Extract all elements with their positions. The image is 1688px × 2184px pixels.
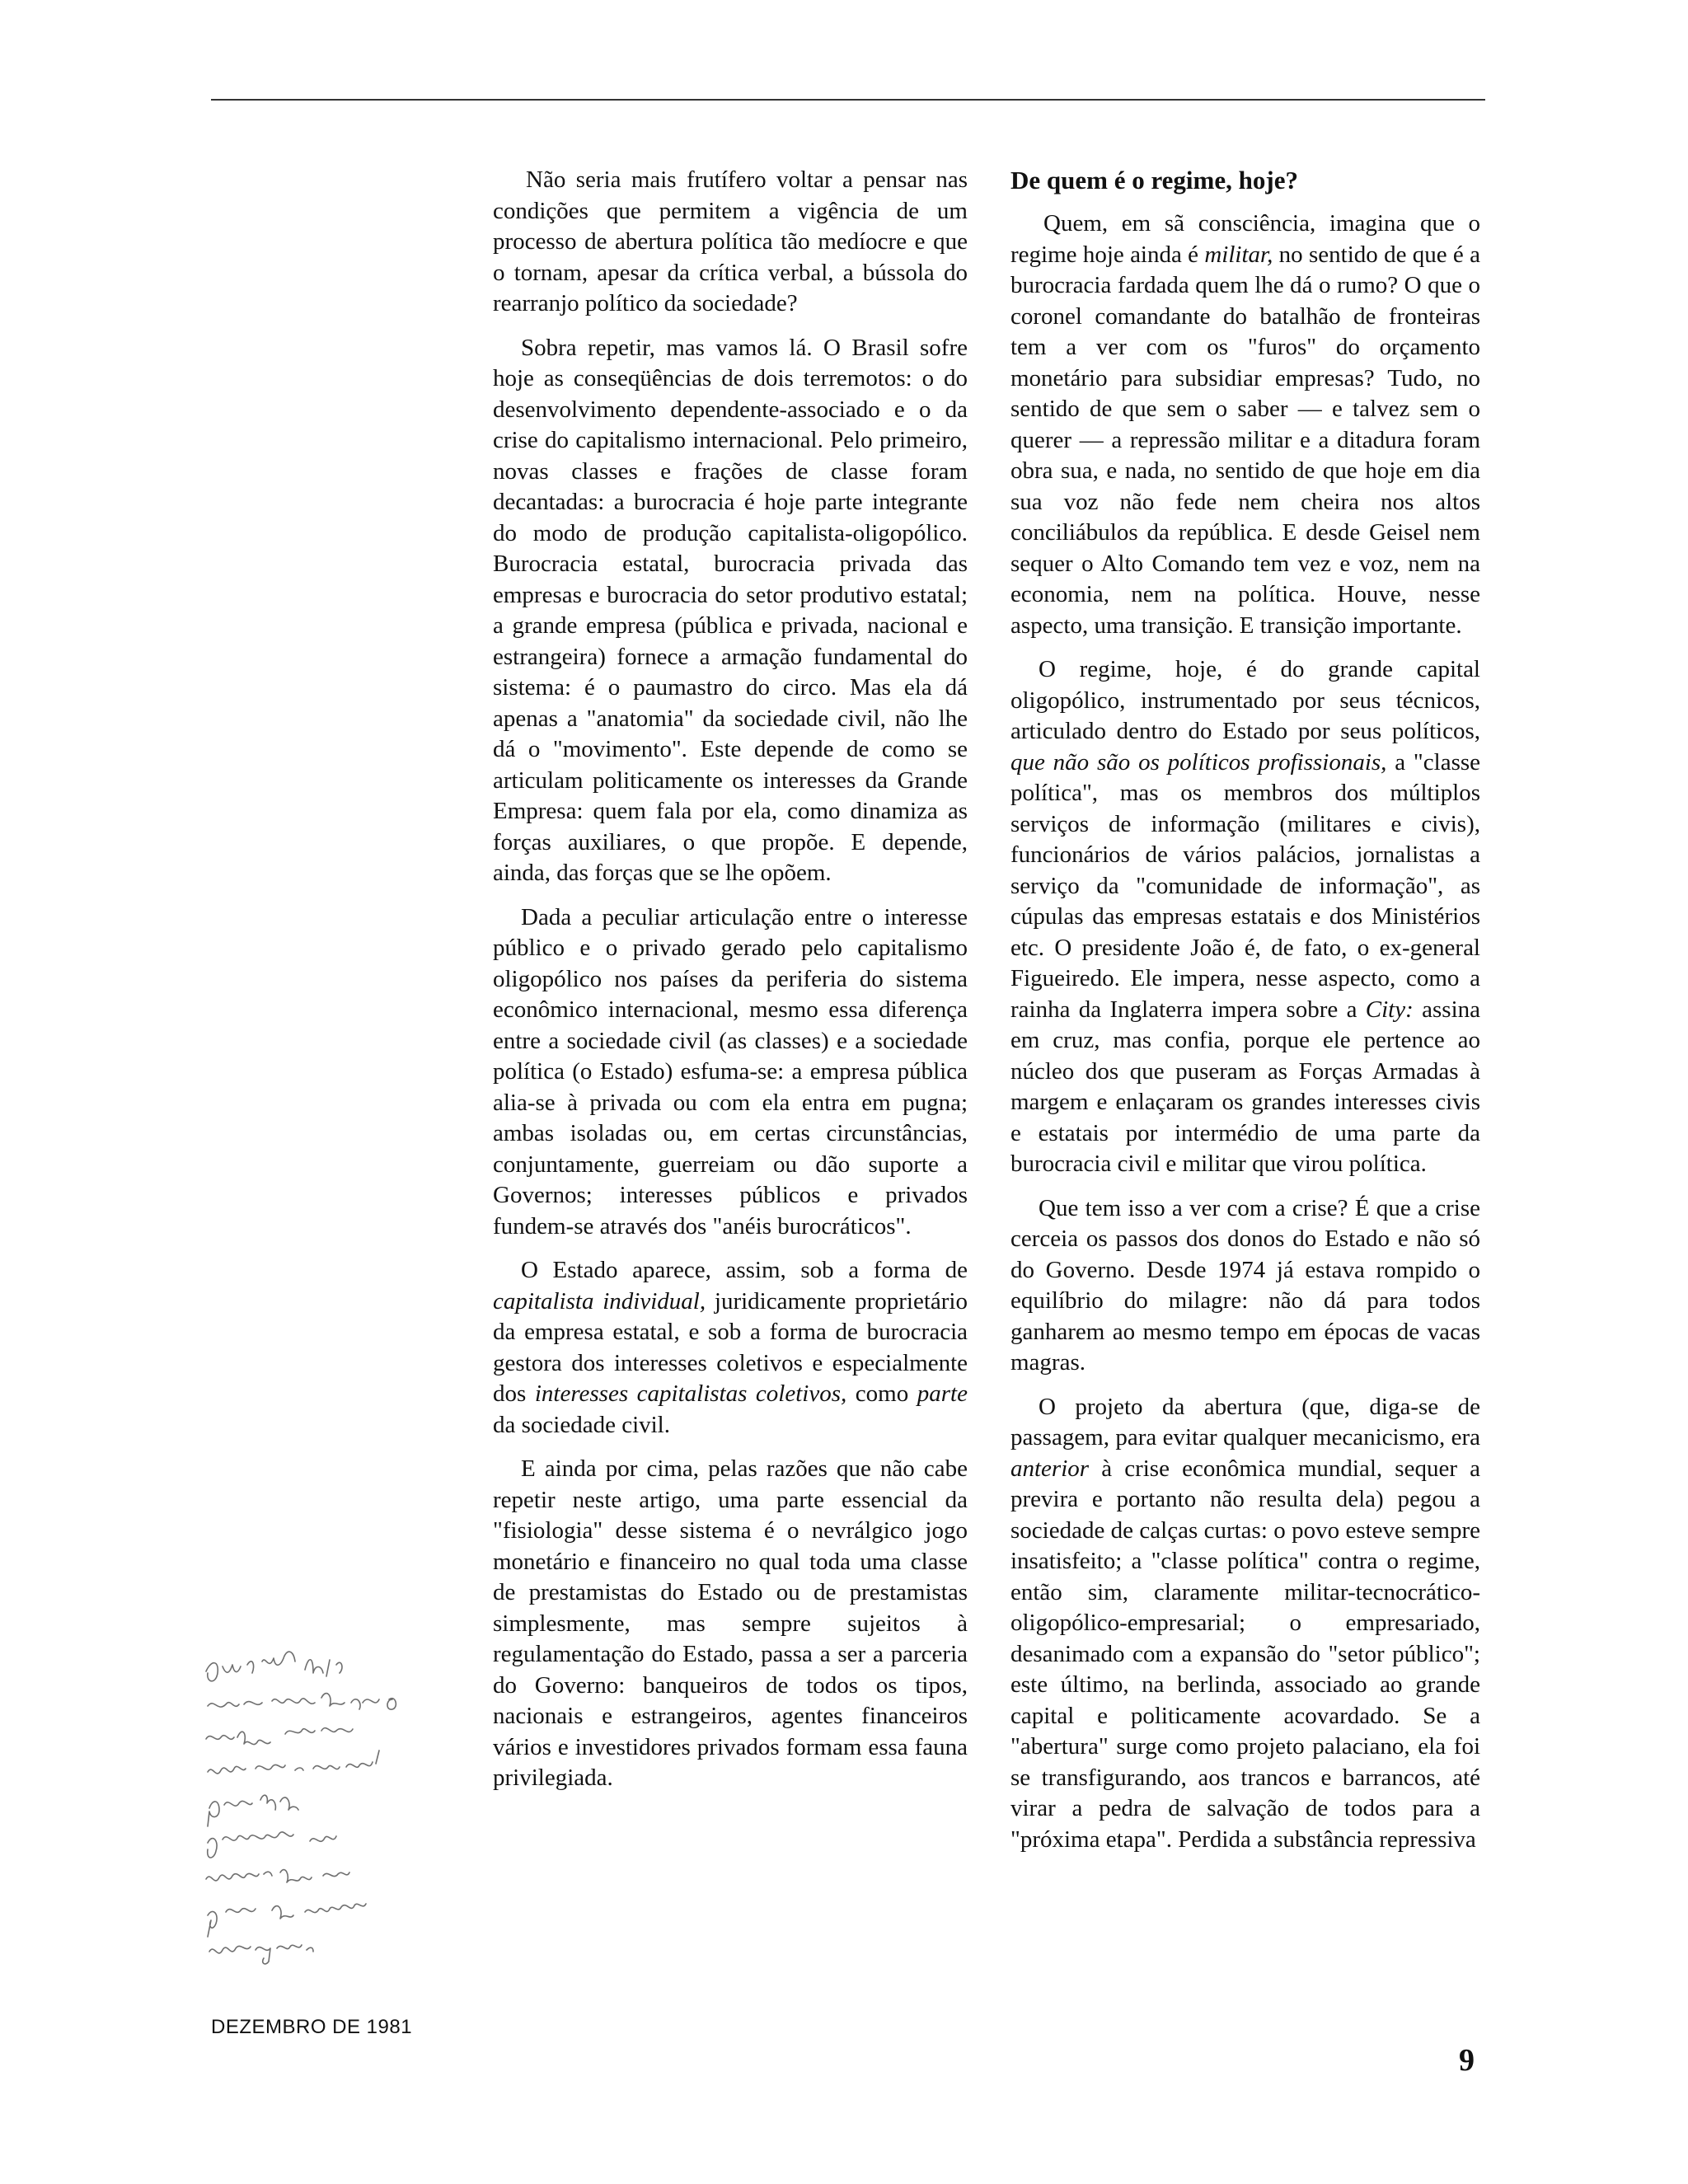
text-run: no sentido de que é a burocracia fardada quem lhe dá o rumo? O que o coronel comandante do batalhão de fronteiras tem a ver com os "furos" do orçamento monetário para subsidiar empresas? Tudo, no sentido de que sem o saber — e talvez sem o querer — a repressão militar e a ditadura foram obra sua, e nada, no sentido de que hoje em dia sua voz não fede nem cheira nos altos conciliábulos da república. E desde Geisel nem sequer o Alto Comando tem vez e voz, nem na economia, nem na política. Houve, nesse aspecto, uma transição. E transição importante. (1010, 241, 1480, 639)
right-paragraph-3: Que tem isso a ver com a crise? É que a crise cerceia os passos dos donos do Estado e não só do Governo. Desde 1974 já estava rompido o equilíbrio do milagre: não dá para todos ganharem ao mesmo tempo em épocas de vacas magras. (1010, 1194, 1480, 1376)
text-run: a "classe política", mas os membros dos múltiplos serviços de informação (militares e civis), funcionários de vários palácios, jornalistas a serviço da "comunidade de informação", as cúpulas das empresas estatais e dos Ministérios etc. O presidente João é, de fato, o ex-general Figueiredo. Ele impera, nesse aspecto, como a rainha da Inglaterra impera sobre a (1010, 748, 1481, 1023)
left-paragraph-2: Sobra repetir, mas vamos lá. O Brasil sofre hoje as conseqüências de dois terremotos: o do desenvolvimento dependente-associado e o da crise do capitalismo internacional. Pelo primeiro, novas classes e frações de classe foram decantadas: a burocracia é hoje parte integrante do modo de produção capitalista-oligopólico. Burocracia estatal, burocracia privada das empresas e burocracia do setor produtivo estatal; a grande empresa (pública e privada, nacional e estrangeira) fornece a armação fundamental do sistema: é o paumastro do circo. Mas ela dá apenas a "anatomia" da sociedade civil, não lhe dá o "movimento". Este depende de como se articulam politicamente os interesses da Grande Empresa: quem fala por ela, como dinamiza as forças auxiliares, o que propõe. E depende, ainda, das forças que se lhe opõem. (493, 334, 968, 886)
page-number: 9 (1459, 2043, 1475, 2078)
text-run: O regime, hoje, é do grande capital oligopólico, instrumentado por seus técnicos, articulado dentro do Estado por seus políticos, (1010, 656, 1480, 744)
issue-date: DEZEMBRO DE 1981 (211, 2016, 413, 2038)
text-run: assina em cruz, mas confia, porque ele pertence ao núcleo dos que puseram as Forças Armadas à margem e enlaçaram os grandes interesses civis e estatais por intermédio de uma parte da burocracia civil e militar que virou política. (1010, 996, 1480, 1177)
left-column (493, 165, 968, 1807)
text-run: da sociedade civil. (493, 1411, 670, 1438)
text-run: à crise econômica mundial, sequer a previra e portanto não resulta dela) pegou a sociedade de calças curtas: o povo esteve sempre insatisfeito; a "classe política" contra o regime, então sim, claramente militar-tecnocrático-oligopólico-empresarial; o empresariado, desanimado com a expansão do "setor público"; este último, na berlinda, associado ao grande capital e politicamente acovardado. Se a "abertura" surge como projeto palaciano, ela foi se transfigurando, aos trancos e barrancos, até virar a pedra de salvação de todos para a "próxima etapa". Perdida a substância repressiva (1010, 1455, 1480, 1853)
left-paragraph-5: E ainda por cima, pelas razões que não cabe repetir neste artigo, uma parte essencial da "fisiologia" desse sistema é o nevrálgico jogo monetário e financeiro no qual toda uma classe de prestamistas do Estado ou de prestamistas simplesmente, mas sempre sujeitos à regulamentação do Estado, passa a ser a parceria do Governo: banqueiros de todos os tipos, nacionais e estrangeiros, agentes financeiros vários e investidores privados formam essa fauna privilegiada. (493, 1455, 968, 1791)
section-heading: De quem é o regime, hoje? (1010, 166, 1298, 194)
italic-run: City: (1365, 996, 1414, 1023)
left-paragraph-3: Dada a peculiar articulação entre o interesse público e o privado gerado pelo capitalismo oligopólico nos países da periferia do sistema econômico internacional, mesmo essa diferença entre a sociedade civil (as classes) e a sociedade política (o Estado) esfuma-se: a empresa pública alia-se à privada ou com ela entra em pugna; ambas isoladas ou, em certas circunstâncias, conjuntamente, guerreiam ou dão suporte a Governos; interesses públicos e privados fundem-se através dos "anéis burocráticos". (493, 903, 968, 1240)
handwritten-margin-note (198, 1648, 445, 1994)
text-run: O Estado aparece, assim, sob a forma de (521, 1257, 968, 1283)
left-paragraph-1: Não seria mais frutífero voltar a pensar nas condições que permitem a vigência de um processo de abertura política tão medíocre e que o tornam, apesar da crítica verbal, a bússola do rearranjo político da sociedade? (493, 166, 968, 316)
text-run: juridicamente proprietário da empresa estatal, e sob a forma de burocracia gestora dos interesses coletivos e especialmente dos (493, 1287, 968, 1407)
text-run: Quem, em sã consciência, imagina que o regime hoje ainda é (1010, 210, 1480, 268)
italic-run: anterior (1010, 1455, 1090, 1482)
right-paragraph-4 (1010, 1392, 1480, 1856)
left-paragraph-4 (493, 1255, 968, 1441)
italic-run: militar, (1204, 241, 1273, 268)
italic-run: capitalista individual, (493, 1287, 706, 1315)
top-rule (211, 99, 1485, 101)
right-column (1010, 165, 1480, 1868)
right-paragraph-1 (1010, 209, 1480, 641)
italic-run: interesses capitalistas coletivos, (534, 1380, 847, 1407)
text-run: O projeto da abertura (que, diga-se de passagem, para evitar qualquer mecanicismo, era (1010, 1393, 1480, 1451)
italic-run: que não são os políticos profissionais, (1010, 748, 1387, 776)
text-run: como (846, 1380, 917, 1407)
right-paragraph-2 (1010, 654, 1480, 1180)
italic-run: parte (917, 1380, 968, 1407)
